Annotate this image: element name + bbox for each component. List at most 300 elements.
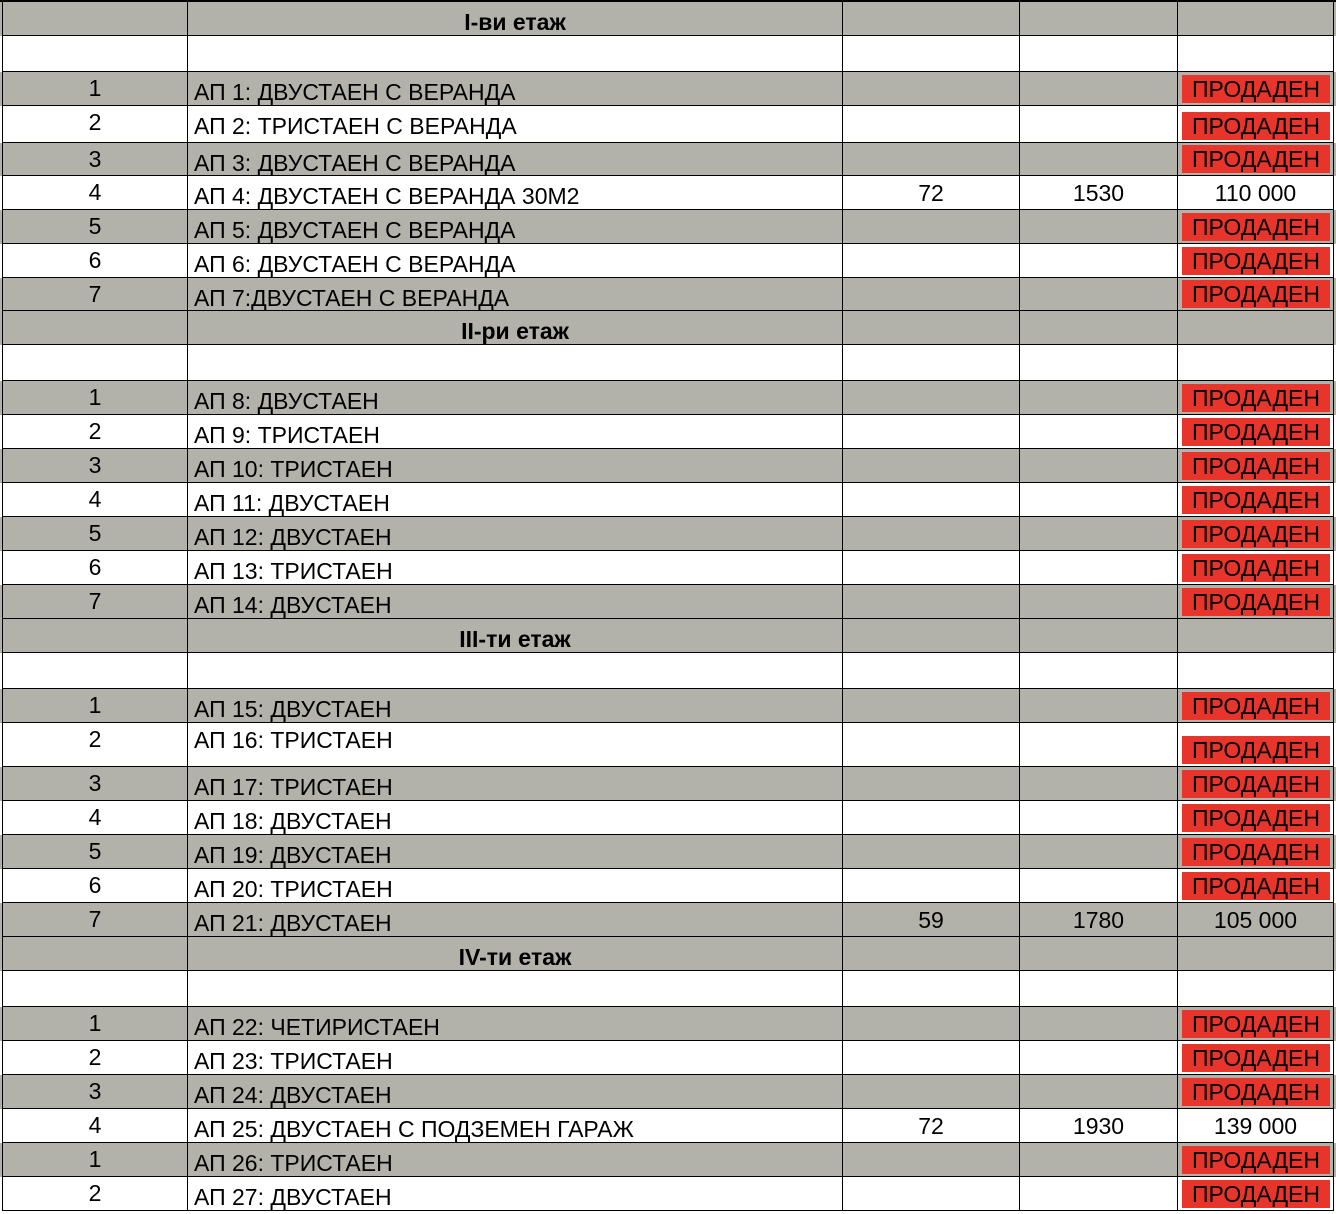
price-per-m2-cell — [1020, 585, 1178, 619]
sold-status-badge: ПРОДАДЕН — [1182, 145, 1330, 173]
apartment-name-cell — [188, 210, 843, 244]
floor-header-cell — [1178, 619, 1334, 653]
price-cell — [1178, 1041, 1334, 1075]
row-number: 6 — [88, 554, 102, 580]
price-cell — [1178, 1143, 1334, 1177]
apartment-name-cell — [188, 143, 843, 176]
apartment-name-cell — [188, 585, 843, 619]
price-per-m2-cell — [1020, 1177, 1178, 1211]
area-value — [843, 585, 1019, 589]
price-per-m2-cell — [1020, 143, 1178, 176]
sold-status-badge: ПРОДАДЕН — [1182, 770, 1330, 798]
area-value — [843, 210, 1019, 214]
area-value — [843, 517, 1019, 521]
table-row — [0, 1075, 1336, 1109]
sold-status-badge: ПРОДАДЕН — [1182, 418, 1330, 446]
area-cell — [843, 767, 1020, 801]
price-per-m2-cell — [1020, 835, 1178, 869]
sold-status-badge: ПРОДАДЕН — [1182, 1078, 1330, 1106]
price-per-m2-cell — [1020, 551, 1178, 585]
table-row — [0, 1041, 1336, 1075]
price-per-m2-cell — [1020, 1041, 1178, 1075]
price-per-m2-value — [1020, 835, 1177, 839]
price-per-m2-value — [1020, 244, 1177, 248]
table-row — [0, 106, 1336, 143]
area-cell — [843, 1143, 1020, 1177]
price-per-m2-value: 1530 — [1072, 180, 1125, 206]
price-cell — [1178, 903, 1334, 937]
apartment-name: АП 3: ДВУСТАЕН С ВЕРАНДА — [194, 150, 516, 176]
floor-header-row — [0, 619, 1336, 653]
price-cell — [1178, 483, 1334, 517]
sold-status-badge: ПРОДАДЕН — [1182, 280, 1330, 308]
area-value — [843, 278, 1019, 282]
area-value — [843, 723, 1019, 727]
price-value: 110 000 — [1214, 180, 1297, 206]
price-cell — [1178, 106, 1334, 143]
apartment-name: АП 7:ДВУСТАЕН С ВЕРАНДА — [194, 285, 510, 311]
price-per-m2-value — [1020, 551, 1177, 555]
area-value — [843, 1143, 1019, 1147]
table-row — [0, 72, 1336, 106]
apartment-name-cell — [188, 1143, 843, 1177]
price-per-m2-cell — [1020, 176, 1178, 210]
price-per-m2-cell — [1020, 689, 1178, 723]
price-cell — [1178, 585, 1334, 619]
price-per-m2-value — [1020, 1007, 1177, 1011]
area-value — [843, 72, 1019, 76]
area-value — [843, 244, 1019, 248]
table-row — [0, 869, 1336, 903]
table-row — [0, 1177, 1336, 1211]
blank-cell — [1020, 971, 1178, 1007]
apartment-name: АП 12: ДВУСТАЕН — [194, 524, 392, 550]
blank-cell — [1178, 971, 1334, 1007]
apartment-name-cell — [188, 278, 843, 311]
area-value — [843, 483, 1019, 487]
table-row — [0, 551, 1336, 585]
price-per-m2-value — [1020, 278, 1177, 282]
area-value — [843, 1007, 1019, 1011]
apartment-name-cell — [188, 1177, 843, 1211]
price-cell — [1178, 869, 1334, 903]
floor-header-cell — [843, 937, 1020, 971]
area-value — [843, 143, 1019, 147]
floor-header-cell — [188, 311, 843, 345]
price-cell — [1178, 72, 1334, 106]
floor-header-cell — [1178, 937, 1334, 971]
price-per-m2-cell — [1020, 449, 1178, 483]
sold-status-badge: ПРОДАДЕН — [1182, 1044, 1330, 1072]
area-value — [843, 1177, 1019, 1181]
row-number-cell — [2, 381, 188, 415]
table-row — [0, 381, 1336, 415]
sold-status-badge: ПРОДАДЕН — [1182, 452, 1330, 480]
apartment-name-cell — [188, 517, 843, 551]
sold-status-badge: ПРОДАДЕН — [1182, 1146, 1330, 1174]
apartment-name: АП 11: ДВУСТАЕН — [194, 490, 390, 516]
area-cell — [843, 210, 1020, 244]
table-row — [0, 835, 1336, 869]
price-per-m2-value — [1020, 1041, 1177, 1045]
blank-cell — [1020, 653, 1178, 689]
price-per-m2-cell — [1020, 278, 1178, 311]
price-cell — [1178, 449, 1334, 483]
price-cell — [1178, 176, 1334, 210]
sold-status-badge: ПРОДАДЕН — [1182, 872, 1330, 900]
price-per-m2-value — [1020, 801, 1177, 805]
sold-status-badge: ПРОДАДЕН — [1182, 486, 1330, 514]
blank-cell — [843, 653, 1020, 689]
price-per-m2-cell — [1020, 1075, 1178, 1109]
apartment-name: АП 24: ДВУСТАЕН — [194, 1082, 392, 1108]
apartment-name: АП 5: ДВУСТАЕН С ВЕРАНДА — [194, 217, 516, 243]
row-number-cell — [2, 801, 188, 835]
floor-header-cell — [2, 311, 188, 345]
area-cell — [843, 72, 1020, 106]
floor-header-cell — [1020, 2, 1178, 36]
apartment-name-cell — [188, 723, 843, 767]
apartment-name: АП 9: ТРИСТАЕН — [194, 422, 380, 448]
price-cell — [1178, 381, 1334, 415]
price-cell — [1178, 689, 1334, 723]
floor-title: II-ри етаж — [461, 318, 569, 344]
row-number: 5 — [88, 213, 102, 239]
price-cell — [1178, 1177, 1334, 1211]
table-row — [0, 801, 1336, 835]
row-number: 5 — [88, 520, 102, 546]
row-number-cell — [2, 585, 188, 619]
area-cell — [843, 483, 1020, 517]
row-number: 6 — [88, 872, 102, 898]
blank-cell — [843, 971, 1020, 1007]
row-number: 3 — [88, 452, 102, 478]
floor-header-cell — [188, 937, 843, 971]
blank-cell — [1178, 36, 1334, 72]
area-cell — [843, 143, 1020, 176]
blank-cell — [2, 971, 188, 1007]
area-cell — [843, 106, 1020, 143]
blank-cell — [188, 653, 843, 689]
table-row — [0, 585, 1336, 619]
row-number: 4 — [88, 804, 102, 830]
price-per-m2-cell — [1020, 1109, 1178, 1143]
price-per-m2-value — [1020, 106, 1177, 110]
price-per-m2-cell — [1020, 72, 1178, 106]
area-cell — [843, 517, 1020, 551]
area-cell — [843, 723, 1020, 767]
apartment-name: АП 6: ДВУСТАЕН С ВЕРАНДА — [194, 251, 516, 277]
apartment-name-cell — [188, 1007, 843, 1041]
table-row — [0, 483, 1336, 517]
price-cell — [1178, 278, 1334, 311]
row-number-cell — [2, 1041, 188, 1075]
floor-header-cell — [2, 937, 188, 971]
floor-header-cell — [1178, 2, 1334, 36]
sold-status-badge: ПРОДАДЕН — [1182, 1180, 1330, 1208]
price-per-m2-value — [1020, 210, 1177, 214]
price-per-m2-cell — [1020, 723, 1178, 767]
area-value — [843, 767, 1019, 771]
blank-row — [0, 971, 1336, 1007]
area-cell — [843, 449, 1020, 483]
area-cell — [843, 176, 1020, 210]
row-number-cell — [2, 723, 188, 767]
row-number-cell — [2, 72, 188, 106]
price-per-m2-value — [1020, 72, 1177, 76]
area-value — [843, 689, 1019, 693]
area-cell — [843, 244, 1020, 278]
price-per-m2-cell — [1020, 517, 1178, 551]
area-value — [843, 415, 1019, 419]
blank-row — [0, 36, 1336, 72]
row-number-cell — [2, 106, 188, 143]
row-number: 7 — [88, 281, 102, 307]
row-number: 2 — [88, 1180, 102, 1206]
table-row — [0, 1143, 1336, 1177]
floor-title: III-ти етаж — [459, 626, 571, 652]
row-number-cell — [2, 278, 188, 311]
apartment-name: АП 20: ТРИСТАЕН — [194, 876, 393, 902]
table-row — [0, 767, 1336, 801]
apartment-name: АП 4: ДВУСТАЕН С ВЕРАНДА 30М2 — [194, 183, 580, 209]
apartment-name: АП 22: ЧЕТИРИСТАЕН — [194, 1014, 440, 1040]
row-number: 2 — [88, 1044, 102, 1070]
floor-header-cell — [1020, 937, 1178, 971]
table-row — [0, 210, 1336, 244]
row-number: 4 — [88, 1112, 102, 1138]
area-cell — [843, 1075, 1020, 1109]
price-cell — [1178, 1007, 1334, 1041]
sold-status-badge: ПРОДАДЕН — [1182, 804, 1330, 832]
row-number: 5 — [88, 838, 102, 864]
blank-cell — [843, 345, 1020, 381]
row-number-cell — [2, 449, 188, 483]
row-number-cell — [2, 1143, 188, 1177]
area-cell — [843, 585, 1020, 619]
area-cell — [843, 1177, 1020, 1211]
blank-cell — [188, 345, 843, 381]
floor-title: I-ви етаж — [464, 9, 566, 35]
apartment-name: АП 25: ДВУСТАЕН С ПОДЗЕМЕН ГАРАЖ — [194, 1116, 634, 1142]
row-number-cell — [2, 835, 188, 869]
area-value — [843, 551, 1019, 555]
price-per-m2-value: 1930 — [1072, 1113, 1125, 1139]
blank-cell — [188, 36, 843, 72]
floor-header-row — [0, 311, 1336, 345]
area-value: 72 — [918, 1113, 944, 1139]
area-cell — [843, 689, 1020, 723]
area-cell — [843, 1007, 1020, 1041]
row-number: 4 — [88, 179, 102, 205]
price-per-m2-value — [1020, 1143, 1177, 1147]
row-number: 1 — [88, 1010, 102, 1036]
price-per-m2-cell — [1020, 415, 1178, 449]
price-per-m2-cell — [1020, 903, 1178, 937]
blank-cell — [843, 36, 1020, 72]
price-cell — [1178, 143, 1334, 176]
price-per-m2-cell — [1020, 244, 1178, 278]
blank-cell — [1020, 345, 1178, 381]
row-number: 7 — [88, 588, 102, 614]
apartment-name: АП 13: ТРИСТАЕН — [194, 558, 393, 584]
row-number: 2 — [88, 418, 102, 444]
row-number: 4 — [88, 486, 102, 512]
apartment-name: АП 1: ДВУСТАЕН С ВЕРАНДА — [194, 79, 516, 105]
row-number-cell — [2, 869, 188, 903]
price-cell — [1178, 767, 1334, 801]
price-per-m2-value — [1020, 449, 1177, 453]
price-value: 139 000 — [1213, 1113, 1298, 1139]
row-number: 2 — [88, 109, 102, 135]
apartment-name: АП 18: ДВУСТАЕН — [194, 808, 392, 834]
area-cell — [843, 551, 1020, 585]
blank-row — [0, 345, 1336, 381]
sold-status-badge: ПРОДАДЕН — [1182, 838, 1330, 866]
table-row — [0, 1109, 1336, 1143]
row-number-cell — [2, 1109, 188, 1143]
blank-cell — [1178, 345, 1334, 381]
price-per-m2-value — [1020, 767, 1177, 771]
price-per-m2-cell — [1020, 210, 1178, 244]
price-cell — [1178, 1075, 1334, 1109]
row-number: 2 — [88, 726, 102, 752]
table-row — [0, 278, 1336, 311]
area-value — [843, 801, 1019, 805]
apartment-name: АП 19: ДВУСТАЕН — [194, 842, 392, 868]
apartment-name: АП 8: ДВУСТАЕН — [194, 388, 379, 414]
table-row — [0, 449, 1336, 483]
apartment-name-cell — [188, 1109, 843, 1143]
apartment-name: АП 15: ДВУСТАЕН — [194, 696, 392, 722]
row-number-cell — [2, 767, 188, 801]
blank-cell — [1020, 36, 1178, 72]
floor-header-cell — [2, 2, 188, 36]
apartment-name: АП 10: ТРИСТАЕН — [194, 456, 393, 482]
apartment-name-cell — [188, 1041, 843, 1075]
sold-status-badge: ПРОДАДЕН — [1182, 692, 1330, 720]
price-per-m2-value — [1020, 869, 1177, 873]
price-per-m2-value — [1020, 689, 1177, 693]
area-cell — [843, 415, 1020, 449]
row-number-cell — [2, 903, 188, 937]
sold-status-badge: ПРОДАДЕН — [1182, 384, 1330, 412]
floor-header-cell — [1020, 311, 1178, 345]
area-cell — [843, 1109, 1020, 1143]
apartment-name-cell — [188, 72, 843, 106]
floor-header-cell — [2, 619, 188, 653]
price-per-m2-cell — [1020, 381, 1178, 415]
row-number-cell — [2, 1177, 188, 1211]
apartment-name-cell — [188, 801, 843, 835]
area-value — [843, 869, 1019, 873]
price-cell — [1178, 244, 1334, 278]
price-per-m2-cell — [1020, 1007, 1178, 1041]
row-number-cell — [2, 551, 188, 585]
row-number-cell — [2, 244, 188, 278]
price-cell — [1178, 1109, 1334, 1143]
table-row — [0, 517, 1336, 551]
sold-status-badge: ПРОДАДЕН — [1182, 1010, 1330, 1038]
row-number: 3 — [88, 1078, 102, 1104]
apartment-name-cell — [188, 903, 843, 937]
apartment-name-cell — [188, 689, 843, 723]
area-cell — [843, 278, 1020, 311]
area-value — [843, 835, 1019, 839]
apartment-name: АП 23: ТРИСТАЕН — [194, 1048, 393, 1074]
row-number-cell — [2, 689, 188, 723]
row-number: 1 — [88, 75, 102, 101]
row-number: 7 — [88, 906, 102, 932]
row-number-cell — [2, 1007, 188, 1041]
apartment-name-cell — [188, 381, 843, 415]
floor-header-cell — [1020, 619, 1178, 653]
area-value — [843, 381, 1019, 385]
table-row — [0, 903, 1336, 937]
price-per-m2-value — [1020, 723, 1177, 727]
area-value — [843, 106, 1019, 110]
apartment-name-cell — [188, 415, 843, 449]
price-per-m2-value — [1020, 415, 1177, 419]
area-cell — [843, 903, 1020, 937]
apartment-name-cell — [188, 449, 843, 483]
table-row — [0, 176, 1336, 210]
table-row — [0, 723, 1336, 767]
price-value: 105 000 — [1213, 907, 1298, 933]
area-cell — [843, 869, 1020, 903]
blank-cell — [2, 36, 188, 72]
floor-header-cell — [188, 2, 843, 36]
apartment-name: АП 17: ТРИСТАЕН — [194, 774, 393, 800]
area-value: 72 — [918, 180, 944, 206]
price-cell — [1178, 801, 1334, 835]
row-number: 3 — [88, 770, 102, 796]
sold-status-badge: ПРОДАДЕН — [1182, 554, 1330, 582]
table-row — [0, 415, 1336, 449]
row-number-cell — [2, 210, 188, 244]
sold-status-badge: ПРОДАДЕН — [1182, 588, 1330, 616]
row-number-cell — [2, 143, 188, 176]
price-cell — [1178, 723, 1334, 767]
price-per-m2-value — [1020, 143, 1177, 147]
floor-header-row — [0, 2, 1336, 36]
row-number-cell — [2, 176, 188, 210]
apartment-name: АП 21: ДВУСТАЕН — [194, 910, 392, 936]
apartment-name-cell — [188, 1075, 843, 1109]
floor-header-cell — [188, 619, 843, 653]
sold-status-badge: ПРОДАДЕН — [1182, 213, 1330, 241]
area-value — [843, 449, 1019, 453]
area-cell — [843, 835, 1020, 869]
row-number: 1 — [88, 692, 102, 718]
price-cell — [1178, 210, 1334, 244]
floor-title: IV-ти етаж — [458, 944, 572, 970]
price-per-m2-value — [1020, 517, 1177, 521]
area-cell — [843, 801, 1020, 835]
area-cell — [843, 381, 1020, 415]
price-per-m2-cell — [1020, 801, 1178, 835]
apartment-name-cell — [188, 244, 843, 278]
floor-header-cell — [1178, 311, 1334, 345]
floor-header-cell — [843, 2, 1020, 36]
apartment-name-cell — [188, 176, 843, 210]
apartment-name-cell — [188, 835, 843, 869]
price-cell — [1178, 415, 1334, 449]
floor-header-cell — [843, 619, 1020, 653]
row-number: 3 — [88, 146, 102, 172]
row-number-cell — [2, 1075, 188, 1109]
price-cell — [1178, 551, 1334, 585]
